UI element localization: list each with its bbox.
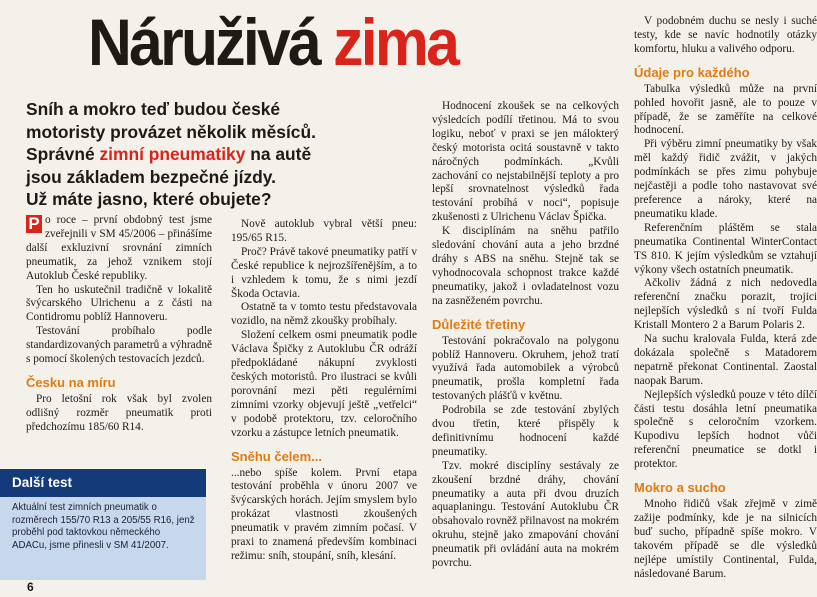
col1-paragraph-3: Testování probíhalo podle standardizovaných parametrů a výhradně s pomocí školených testovacích jezdců. — [26, 325, 213, 366]
sidebar-box — [0, 469, 206, 580]
col1-paragraph-2: Ten ho uskutečnil tradičně v lokalitě švýcarského Ulrichenu a z části na Contidromu poblíž Hannoveru. — [26, 283, 212, 324]
lead-line-4: jsou základem bezpečné jízdy. — [26, 166, 276, 187]
col3-paragraph-5: Tzv. mokré disciplíny sestávaly ze zkoušení brzdné dráhy, chování pneumatiky a auta při dvou druzích aquaplaningu. Testování Autoklubu ČR obsahovalo rovněž přilnavost na mokrém okruhu, stejně jako zmapování chování pneumatik při ovládání auta na mokrém povrchu. — [432, 459, 619, 570]
col4-paragraph-6: Na suchu kralovala Fulda, která zde dokázala společně s Matadorem nepatrně překonat Continental. Zaostal naopak Barum. — [634, 333, 817, 387]
col4-paragraph-3: Při výběru zimní pneumatiky by však měl každý řidič zvážit, v jakých podmínkách se přes zimu pohybuje nejčastěji a podle toho nastavovat své preference a nároky, které na pneumatiku klade. — [634, 138, 817, 220]
section-heading-snehu: Sněhu čelem... — [231, 448, 323, 464]
lead-line-1: Sníh a mokro teď budou české — [26, 99, 281, 119]
col3-paragraph-3: Testování pokračovalo na polygonu poblíž Hannoveru. Okruhem, jehož tratí využívá řada automobilek a výrobců pneumatik, prošla kompletní řada testovaných plášťů v květnu. — [432, 334, 619, 403]
lead-line-3-post: na autě — [250, 144, 312, 164]
column-4 — [634, 15, 817, 597]
col2-paragraph-3: Ostatně ta v tomto testu představovala vozidlo, na němž zkoušky probíhaly. — [231, 301, 417, 328]
page-number: 6 — [27, 580, 34, 594]
article-title — [88, 2, 457, 82]
col4-paragraph-7: Nejlepších výsledků pouze v této dílčí části testu dosáhla letní pneumatika společně s celoročním vzorkem. Kupodivu lepších hodnot vůči referenční pneumatice se dotkl i protektor. — [634, 388, 817, 471]
col3-paragraph-4: Podrobila se zde testování zbylých dvou třetin, které přispěly k definitivnímu hodnocení každé pneumatiky. — [432, 404, 619, 458]
sidebar-box-heading: Další test — [0, 469, 206, 497]
col1-paragraph-4: Pro letošní rok však byl zvolen odlišný rozměr pneumatik proti předchozímu 185/60 R14. — [26, 392, 212, 433]
col4-paragraph-5: Ačkoliv žádná z nich nedovedla referenční značku porazit, trojici nejlepších výsledků s ní tvoří Fulda Kristall Montero 2 a Barum Polaris 2. — [634, 277, 817, 332]
col2-paragraph-2: Proč? Právě takové pneumatiky patří v České republice k nejrozšířenějším, a to i vzhledem k tomu, že s nimi jezdí Škoda Octavia. — [231, 245, 417, 300]
col2-paragraph-5: ...nebo spíše kolem. První etapa testování proběhla v únoru 2007 ve švýcarských horách. Jejím smyslem bylo prokázat vlastnosti zkoušených pneumatik v pravém zimním počasí. V praxi to znamená především kombinaci režimu: sníh, stoupání, sníh, klesání. — [231, 466, 417, 562]
col3-paragraph-1: Hodnocení zkoušek se na celkových výsledcích podílí třetinou. Má to svou logiku, neboť v praxi se jen málokterý český motorista ocitá soustavně v takto náročných podmínkách. „Kvůli zachování co nejstabilnější teploty a pro lepší srovnatelnost výsledků řada testování probíhá v noci“, popisuje zkušenosti z Ulrichenu Václav Špička. — [432, 100, 619, 224]
lead-highlight: zimní pneumatiky — [99, 144, 246, 164]
sidebar-box-text: Aktuální test zimních pneumatik o rozměrech 155/70 R13 a 205/55 R16, jenž proběhl pod taktovkou německého ADACu, jsme přinesli v SM 41/2007. — [12, 502, 195, 551]
lead-line-2: motoristy provázet několik měsíců. — [26, 121, 316, 142]
lead-paragraph — [26, 98, 416, 211]
lead-line-3-pre: Správné — [26, 144, 95, 164]
lead-line-3 — [26, 143, 416, 166]
col1-paragraph-1 — [26, 214, 212, 284]
section-heading-dulezite: Důležité třetiny — [432, 316, 526, 332]
col3-paragraph-2: K disciplínám na sněhu patřilo sledování chování auta a jeho brzdné dráhy s ABS na sněhu. Stejně tak se vyhodnocovala schopnost trakce každé pneumatiky, jakož i ovladatelnost vozu na zasněženém povrchu. — [432, 225, 619, 307]
col4-paragraph-1: V podobném duchu se nesly i suché testy, kde se navíc hodnotily otázky komfortu, hluku a valivého odporu. — [634, 15, 817, 55]
section-heading-cesku: Česku na míru — [26, 374, 116, 390]
col4-paragraph-8: Mnoho řidičů však zřejmě v zimě zažije podmínky, kde je na silnicích buď sucho, případně spíše mokro. V takovém případě se dle výsledků nejlépe umístily Continental, Fulda, následované Barum. — [634, 498, 817, 580]
lead-line-5: Už máte jasno, které obujete? — [26, 189, 272, 209]
col1-p1-text: o roce – první obdobný test jsme zveřejnili v SM 45/2006 – přinášíme další exkluzivní srovnání zimních pneumatik, za jehož vznikem stojí Autoklub České republiky. — [26, 214, 212, 282]
column-1 — [26, 214, 212, 435]
col2-paragraph-1: Nově autoklub vybral větší pneu: 195/65 R15. — [231, 218, 417, 244]
column-2 — [231, 218, 417, 564]
section-heading-udaje: Údaje pro každého — [634, 64, 750, 80]
drop-cap: P — [26, 215, 42, 233]
section-heading-mokro: Mokro a sucho — [634, 480, 726, 496]
title-part-2: zima — [333, 5, 458, 79]
col4-paragraph-2: Tabulka výsledků může na první pohled hovořit jasně, ale to pouze v případě, že se zaměříte na celkové hodnocení. — [634, 82, 817, 137]
col4-paragraph-4: Referenčním pláštěm se stala pneumatika Continental WinterContact TS 810. K jejím výsledkům se vztahují výkony všech ostatních pneumatik. — [634, 221, 817, 276]
col2-paragraph-4: Složení celkem osmi pneumatik podle Václava Špičky z Autoklubu ČR odráží předpokládané nákupní zvyklosti českých motoristů. Pro ilustraci se kvůli porovnání mezi pěti regulérními zimními vzorky objevují ještě „vetřelci“ v podobě protektoru, tzv. celoročního vzorku a zástupce letních pneumatik. — [231, 329, 417, 439]
title-part-1: Náruživá — [88, 5, 320, 79]
column-3 — [432, 100, 619, 571]
